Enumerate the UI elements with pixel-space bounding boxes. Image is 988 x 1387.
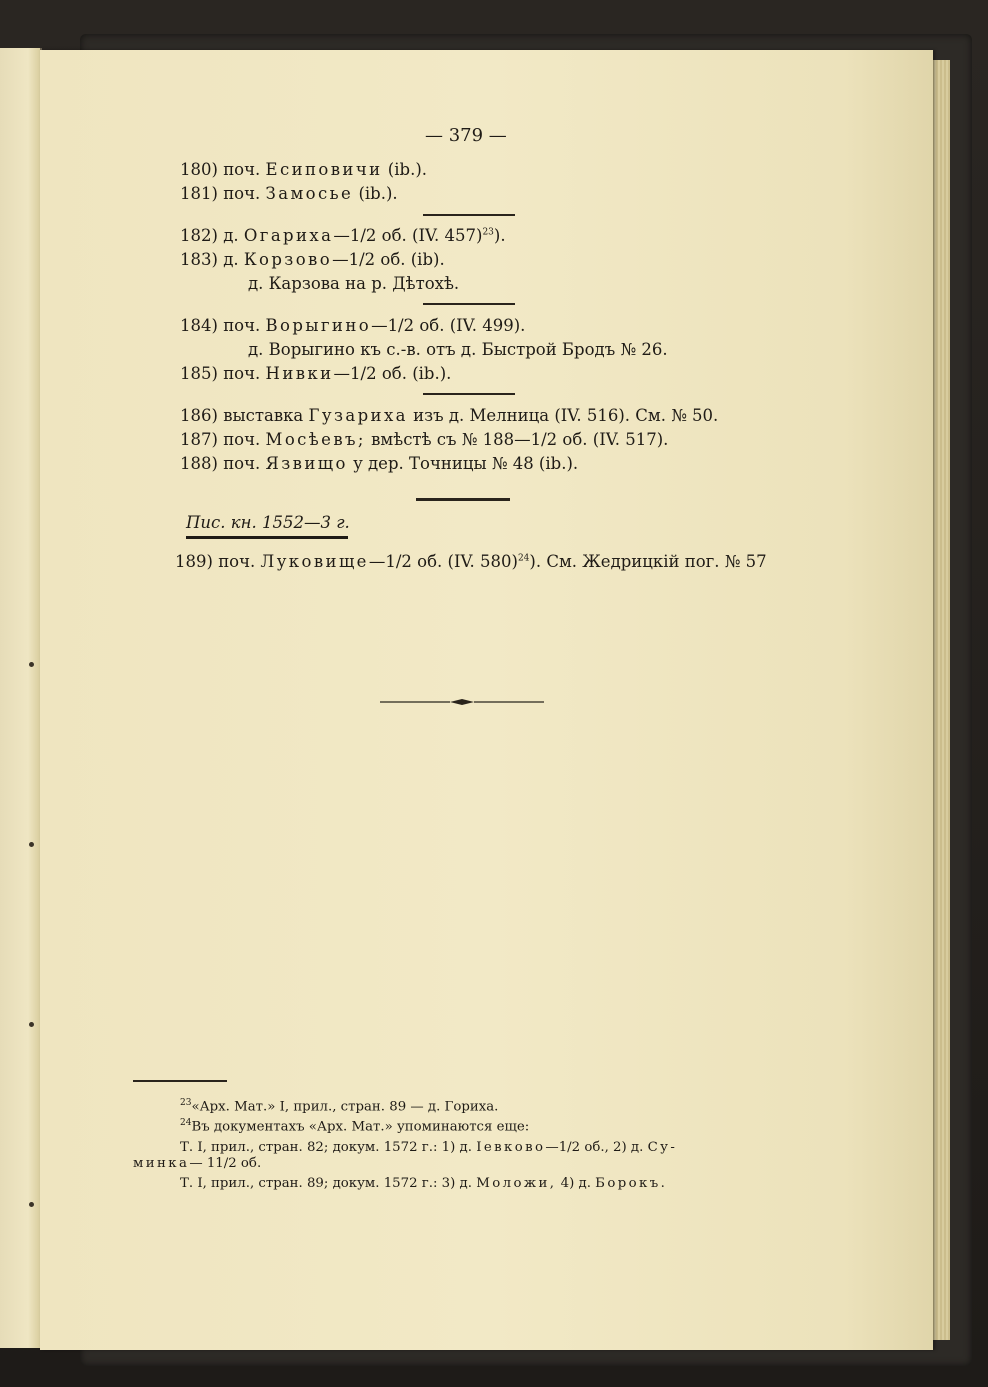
footnote-text: Въ документахъ «Арх. Мат.» упоминаются еще: bbox=[191, 1119, 530, 1135]
entry-name: Гузариха bbox=[308, 406, 408, 425]
entry-183-subline: д. Карзова на р. Дѣтохѣ. bbox=[248, 274, 460, 293]
fraction: 1/2 bbox=[350, 364, 377, 383]
entry-number: 184) bbox=[180, 316, 218, 335]
footnote-ref: 24 bbox=[517, 553, 530, 564]
footnote-place: Моложи, bbox=[476, 1176, 557, 1191]
entry-prefix: д. bbox=[223, 226, 239, 245]
footnote-24 bbox=[180, 1118, 529, 1134]
entry-prefix: поч. bbox=[223, 316, 261, 335]
footnote-dash: — 1 bbox=[189, 1156, 216, 1171]
fraction: 1/2 bbox=[349, 226, 377, 245]
entry-dash: — bbox=[371, 316, 388, 335]
entry-dash: — bbox=[368, 552, 386, 571]
footnote-place: Іевково bbox=[476, 1140, 546, 1155]
footnote-separator bbox=[133, 1080, 227, 1082]
footnote-text: Т. I, прил., стран. 82; докум. 1572 г.: 1) д. bbox=[180, 1140, 472, 1155]
fraction: 1/2 bbox=[387, 316, 415, 335]
entry-number: 186) bbox=[180, 406, 218, 425]
footnote-line-t1 bbox=[180, 1140, 677, 1155]
footnote-line-t2 bbox=[180, 1176, 667, 1191]
footnote-text: «Арх. Мат.» I, прил., стран. 89 — д. Гориха. bbox=[191, 1099, 499, 1115]
entry-rest: об. (IV. 517). bbox=[557, 430, 669, 449]
footnote-ref: 23 bbox=[482, 227, 494, 238]
entry-rest: об. (ib.). bbox=[376, 364, 452, 383]
entry-183 bbox=[180, 250, 445, 269]
entry-number: 185) bbox=[180, 364, 218, 383]
footnote-line-t1-cont bbox=[133, 1156, 261, 1171]
entry-rest: изъ д. Мелница (IV. 516). См. № 50. bbox=[407, 406, 719, 425]
fraction: 1/2 bbox=[530, 430, 558, 449]
entry-dash: — bbox=[333, 364, 351, 383]
entry-prefix: д. bbox=[223, 250, 239, 269]
entry-number: 180) bbox=[180, 160, 218, 179]
end-ornament bbox=[380, 697, 544, 707]
section-header-underline bbox=[186, 536, 348, 539]
entry-rest: об. (IV. 457) bbox=[376, 226, 483, 245]
entry-prefix: поч. bbox=[223, 160, 261, 179]
entry-name: Замосье bbox=[265, 184, 354, 203]
entry-prefix: поч. bbox=[223, 184, 261, 203]
entry-number: 183) bbox=[180, 250, 218, 269]
page-number: — 379 — bbox=[425, 125, 507, 146]
binding-stitch bbox=[29, 1022, 34, 1027]
entry-rest: об. (IV. 499). bbox=[414, 316, 526, 335]
binding-stitch bbox=[29, 1202, 34, 1207]
entry-189 bbox=[175, 552, 767, 571]
footnote-place: минка bbox=[133, 1156, 190, 1171]
entry-name: Огариха bbox=[243, 226, 334, 245]
entry-prefix: поч. bbox=[223, 454, 261, 473]
section-header: Пис. кн. 1552—3 г. bbox=[186, 513, 350, 532]
footnote-text: 4) д. bbox=[556, 1176, 591, 1191]
entry-184-subline: д. Ворыгино къ с.-в. отъ д. Быстрой Бродъ № 26. bbox=[248, 340, 668, 359]
entry-name: Луковище bbox=[260, 552, 369, 571]
footnote-text: об. bbox=[236, 1156, 262, 1171]
previous-page-edge bbox=[0, 48, 42, 1348]
separator-rule bbox=[423, 303, 515, 305]
entry-name: Есиповичи bbox=[265, 160, 383, 179]
footnote-place: Су- bbox=[647, 1140, 678, 1155]
entry-dash: — bbox=[332, 250, 349, 269]
fraction: 1/2 bbox=[348, 250, 376, 269]
entry-prefix: выставка bbox=[223, 406, 304, 425]
entry-number: 181) bbox=[180, 184, 218, 203]
section-rule bbox=[416, 498, 510, 501]
fraction: 1/2 bbox=[215, 1156, 237, 1171]
entry-number: 188) bbox=[180, 454, 218, 473]
entry-prefix: поч. bbox=[223, 430, 261, 449]
entry-rest: вмѣстѣ съ № 188— bbox=[365, 430, 531, 449]
entry-186 bbox=[180, 406, 718, 425]
binding-stitch bbox=[29, 662, 34, 667]
footnote-place: Борокъ. bbox=[595, 1176, 668, 1191]
entry-rest: ). См. Жедрицкій пог. № 57 bbox=[529, 552, 767, 571]
fraction: 1/2 bbox=[385, 552, 412, 571]
entry-name: Ворыгино bbox=[265, 316, 372, 335]
entry-rest: (ib.). bbox=[382, 160, 427, 179]
entry-number: 182) bbox=[180, 226, 218, 245]
entry-number: 189) bbox=[175, 552, 213, 571]
separator-rule bbox=[423, 214, 515, 216]
entry-name: Корзово bbox=[243, 250, 333, 269]
entry-rest: об. (ib). bbox=[375, 250, 445, 269]
entry-name: Нивки bbox=[265, 364, 334, 383]
entry-rest: (ib.). bbox=[353, 184, 398, 203]
separator-rule bbox=[423, 393, 515, 395]
footnote-dash: — bbox=[545, 1140, 559, 1155]
entry-rest: у дер. Точницы № 48 (ib.). bbox=[347, 454, 579, 473]
entry-180 bbox=[180, 160, 427, 179]
entry-prefix: поч. bbox=[223, 364, 261, 383]
entry-dash: — bbox=[333, 226, 350, 245]
entry-185 bbox=[180, 364, 451, 383]
entry-name: Мосѣевъ; bbox=[265, 430, 366, 449]
footnote-mark: 24 bbox=[180, 1118, 192, 1128]
entry-number: 187) bbox=[180, 430, 218, 449]
footnote-mark: 23 bbox=[180, 1098, 192, 1108]
entry-184 bbox=[180, 316, 525, 335]
footnote-23 bbox=[180, 1098, 498, 1114]
entry-182 bbox=[180, 226, 506, 245]
entry-rest: об. (IV. 580) bbox=[411, 552, 518, 571]
binding-stitch bbox=[29, 842, 34, 847]
page-stack-edge bbox=[930, 60, 950, 1340]
entry-181 bbox=[180, 184, 398, 203]
entry-187 bbox=[180, 430, 668, 449]
entry-rest: ). bbox=[493, 226, 506, 245]
entry-name: Язвищо bbox=[265, 454, 348, 473]
footnote-text: Т. I, прил., стран. 89; докум. 1572 г.: 3) д. bbox=[180, 1176, 472, 1191]
footnote-text: об., 2) д. bbox=[580, 1140, 644, 1155]
fraction: 1/2 bbox=[558, 1140, 581, 1155]
entry-188 bbox=[180, 454, 578, 473]
entry-prefix: поч. bbox=[218, 552, 256, 571]
